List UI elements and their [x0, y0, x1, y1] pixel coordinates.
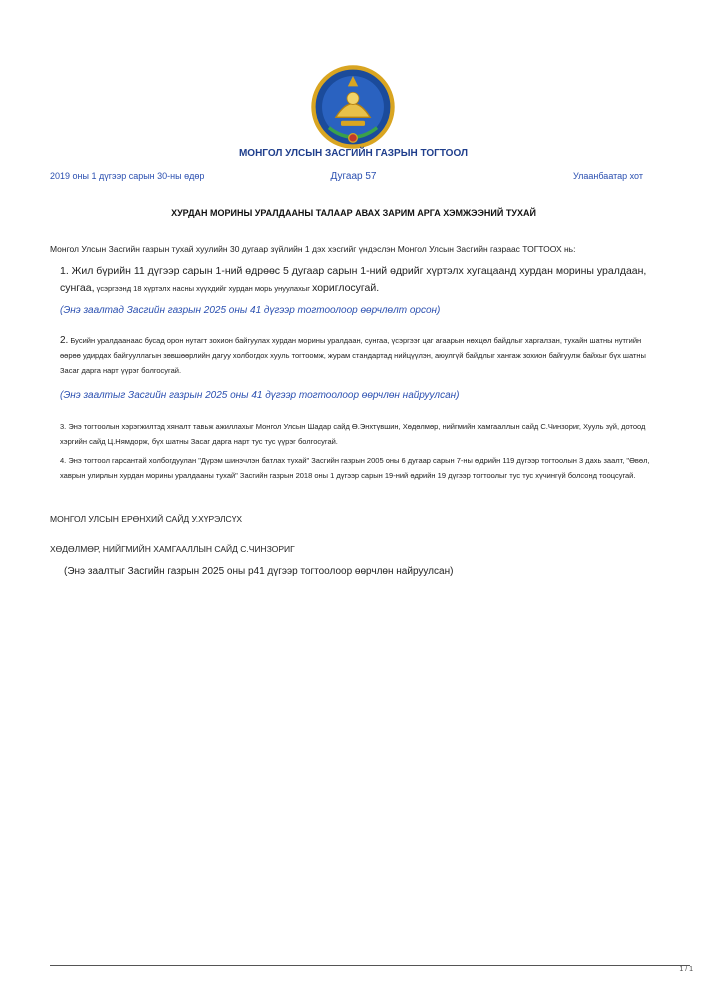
paragraph-1 [60, 263, 652, 297]
closing-note: (Энэ заалтыг Засгийн газрын 2025 оны р41 дүгээр тогтоолоор өөрчлөн найруулсан) [64, 566, 454, 577]
signature-prime-minister: МОНГОЛ УЛСЫН ЕРӨНХИЙ САЙД У.ХҮРЭЛСҮХ [50, 514, 243, 524]
document-date: 2019 оны 1 дүгээр сарын 30-ны өдөр [50, 171, 205, 181]
intro-paragraph: Монгол Улсын Засгийн газрын тухай хуулийн 30 дугаар зүйлийн 1 дэх хэсгийг үндэслэн Монгол Улсын Засгийн газраас ТОГТООХ нь: [50, 244, 576, 254]
paragraph-3: 3. Энэ тогтоолын хэрэгжилтэд хяналт тавьж ажиллахыг Монгол Улсын Шадар сайд Ө.Энхтүвшин, Хөдөлмөр, нийгмийн хамгааллын сайд С.Чинзориг, Хууль зүй, дотоод хэргийн сайд Ц.Нямдорж, бүх шатны Засаг дарга нарт тус тус үүрэг болгосугай. [60, 422, 646, 446]
document-subject: ХУРДАН МОРИНЫ УРАЛДААНЫ ТАЛААР АВАХ ЗАРИМ АРГА ХЭМЖЭЭНИЙ ТУХАЙ [171, 208, 536, 218]
amendment-note-1[interactable]: (Энэ заалтад Засгийн газрын 2025 оны 41 дүгээр тогтоолоор өөрчлөлт орсон) [60, 305, 441, 316]
paragraph-2 [60, 333, 652, 378]
paragraph-1-small: үсэргээнд 18 хүртэлх насны хүүхдийг хурдан морь унуулахыг [94, 284, 313, 293]
paragraph-1-main: 1. Жил бүрийн 11 дүгээр сарын 1-ний өдрөөс 5 дугаар сарын 1-ний өдрийг хүртэлх хугацаанд хурдан морины уралдаан, сунгаа, [60, 265, 647, 294]
amendment-note-2[interactable]: (Энэ заалтыг Засгийн газрын 2025 оны 41 дүгээр тогтоолоор өөрчлөн найруулсан) [60, 390, 460, 401]
document-title: МОНГОЛ УЛСЫН ЗАСГИЙН ГАЗРЫН ТОГТООЛ [238, 148, 469, 159]
paragraph-4: 4. Энэ тогтоол гарсантай холбогдуулан "Дүрэм шинэчлэн батлах тухай" Засгийн газрын 2005 оны 6 дугаар сарын 7-ны өдрийн 119 дүгээр тогтоолын 3 дахь заалт, "Өвөл, хаврын улирлын хурдан морины уралдааны тухай" Засгийн газрын 2018 оны 1 дүгээр сарын 19-ний өдрийн 19 дүгээр тогтоолыг тус тус хүчингүй болсонд тооцсугай. [60, 456, 650, 480]
page-number: 1 / 1 [679, 966, 693, 973]
signature-minister: ХӨДӨЛМӨР, НИЙГМИЙН ХАМГААЛЛЫН САЙД С.ЧИНЗОРИГ [50, 544, 295, 554]
paragraph-2-number: 2. [60, 335, 69, 346]
paragraph-2-text: Бусийн уралдаанаас бусад орон нутагт зохион байгуулах хурдан морины уралдаан, сунгаа, үсэргээг цаг агаарын нөхцөл байдлыг харгалзан, тухайн шатны нутгийн өөрөө удирдах байгууллагын зөвшөөрлийн дагуу холбогдох хууль тогтоомж, журам стандартад нийцүүлэн, аюулгүй байдлыг хангаж зохион байгуулж байхыг бүх шатны Засаг дарга нарт үүрэг болгосугай. [60, 336, 646, 375]
footer-divider [50, 965, 690, 966]
document-place: Улаанбаатар хот [573, 171, 643, 181]
paragraph-1-end: хориглосугай. [312, 282, 380, 294]
state-emblem-icon [310, 64, 396, 150]
document-number: Дугаар 57 [330, 171, 377, 182]
